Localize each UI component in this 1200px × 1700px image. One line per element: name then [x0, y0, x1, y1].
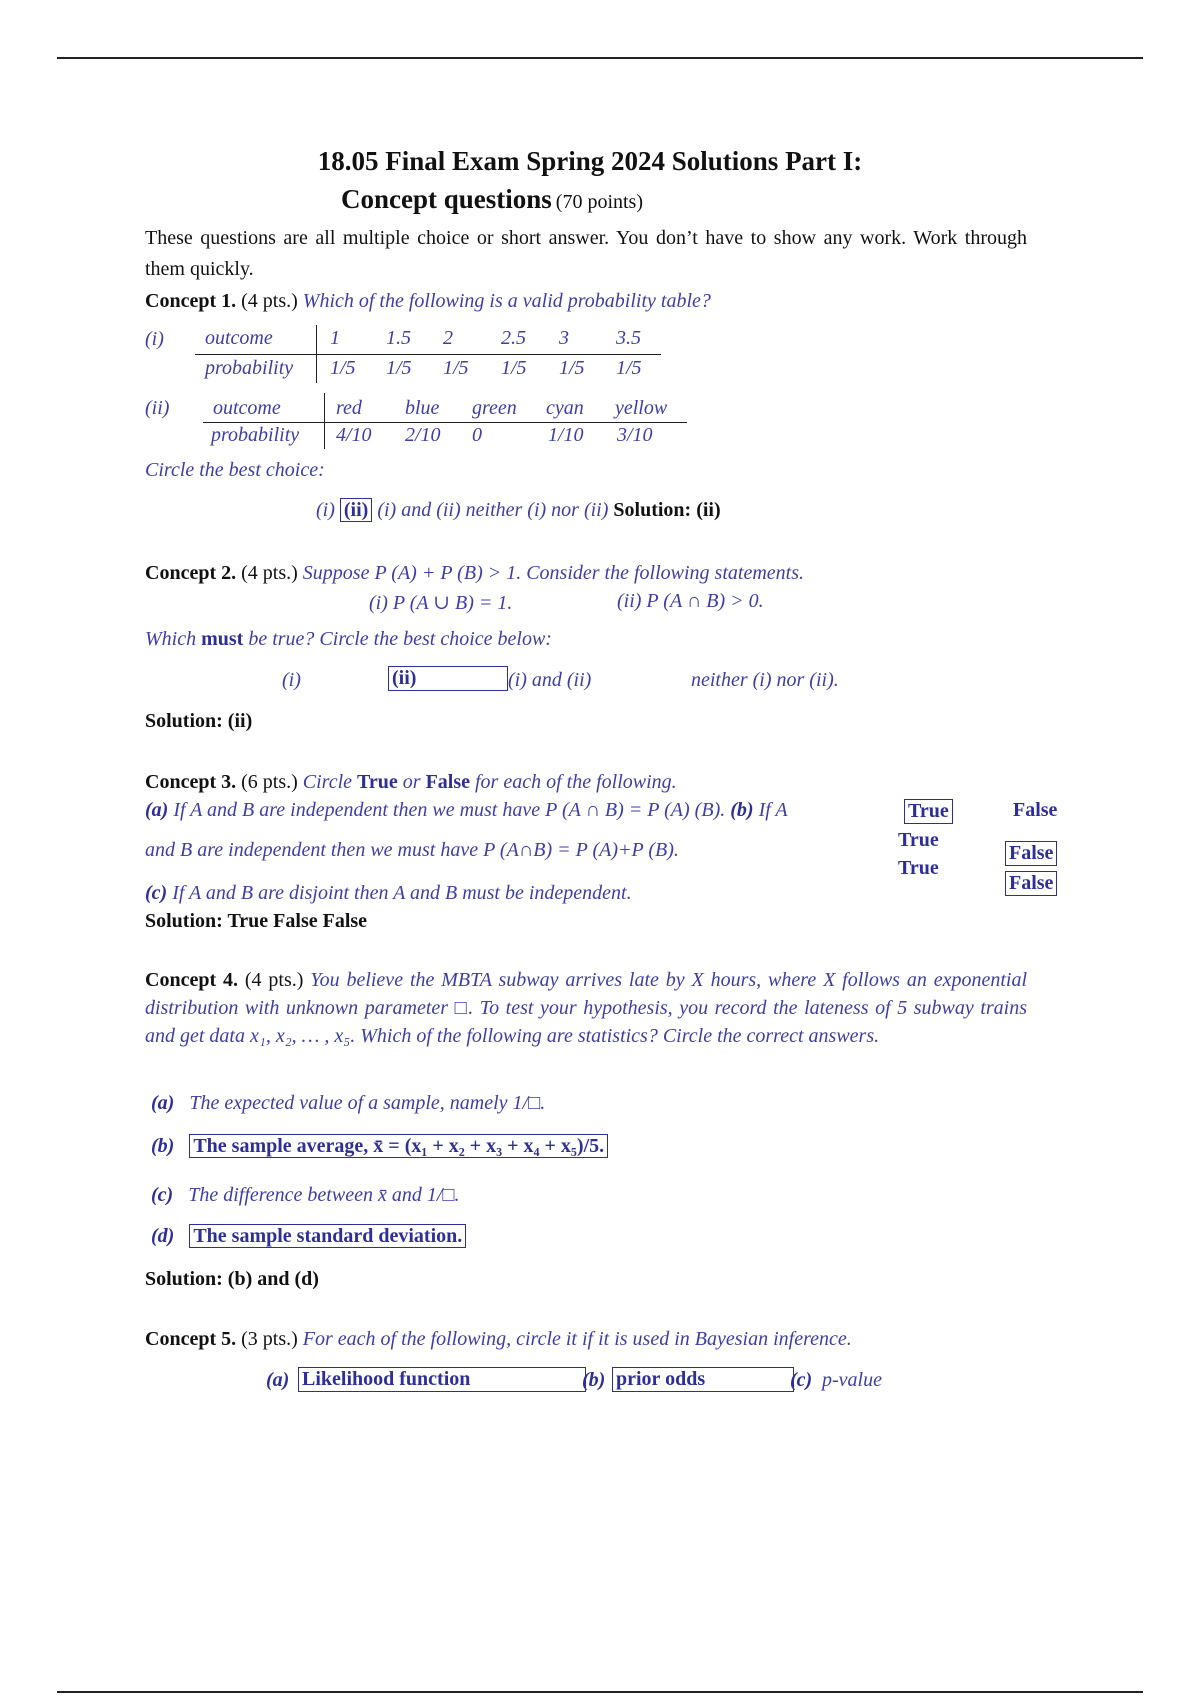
concept-3-heading: Concept 3. (6 pts.) Circle True or False for each of the following.: [145, 771, 677, 793]
concept-3-solution: Solution: True False False: [145, 910, 368, 932]
table-i-outcome-header: outcome: [205, 327, 273, 349]
option-d-circled: The sample standard deviation.: [189, 1224, 466, 1248]
concept-1-solution: Solution: (ii): [613, 499, 721, 521]
table-cell: 1/5: [616, 357, 642, 379]
table-ii-outcome-header: outcome: [213, 397, 281, 419]
concept-4-solution: Solution: (b) and (d): [145, 1268, 319, 1290]
table-cell: 3/10: [617, 424, 653, 446]
concept-2-solution: Solution: (ii): [145, 710, 253, 732]
concept-5-p-value[interactable]: p-value: [822, 1369, 882, 1391]
concept-4-option-a[interactable]: (a) The expected value of a sample, namely 1/□.: [151, 1092, 546, 1114]
page-title: 18.05 Final Exam Spring 2024 Solutions Part I:: [317, 146, 863, 176]
table-cell: cyan: [546, 397, 584, 419]
top-rule: [57, 57, 1143, 59]
choice-neither[interactable]: neither (i) nor (ii): [465, 499, 609, 521]
table-ii-tag: (ii): [145, 397, 170, 419]
table-cell: 1.5: [386, 327, 411, 349]
option-b-circled: The sample average, x̄ = (x₁ + x₂ + x₃ + x₄ + x₅)/5.: [189, 1134, 608, 1158]
table-cell: 0: [472, 424, 482, 446]
concept-4-option-c[interactable]: (c) The difference between x̄ and 1/□.: [151, 1184, 460, 1206]
concept-5-heading: Concept 5. (3 pts.) For each of the following, circle it if it is used in Bayesian inference.: [145, 1328, 852, 1350]
concept-3-part-b: and B are independent then we must have P (A∩B) = P (A)+P (B).: [145, 839, 679, 861]
choice-ii-circled[interactable]: (ii): [340, 498, 372, 522]
part-a-true-circled[interactable]: True: [904, 799, 953, 824]
table-cell: 2/10: [405, 424, 441, 446]
table-i-rule: [195, 354, 661, 355]
choice-i[interactable]: (i): [316, 499, 335, 521]
concept-4-option-d[interactable]: (d) The sample standard deviation.: [151, 1225, 466, 1248]
concept-1-prompt: Circle the best choice:: [145, 459, 325, 481]
table-cell: 1/5: [386, 357, 412, 379]
concept-1-choices: [316, 499, 721, 522]
table-cell: 1/10: [548, 424, 584, 446]
table-i-probability-header: probability: [205, 357, 294, 379]
table-cell: 2.5: [501, 327, 526, 349]
concept-3-part-c: (c) If A and B are disjoint then A and B must be independent.: [145, 882, 632, 904]
table-i-tag: (i): [145, 328, 164, 350]
concept-2-statement-i: (i) P (A ∪ B) = 1.: [369, 592, 513, 614]
concept-4-option-b[interactable]: (b) The sample average, x̄ = (x₁ + x₂ + x₃ + x₄ + x₅)/5.: [151, 1135, 608, 1158]
concept-2-statement-ii: (ii) P (A ∩ B) > 0.: [617, 590, 764, 612]
intro-text: These questions are all multiple choice or short answer. You don’t have to show any work. Work through them quickly.: [145, 227, 1027, 280]
table-cell: 2: [443, 327, 453, 349]
table-cell: 3.5: [616, 327, 641, 349]
concept-5-tag-a: (a): [266, 1369, 290, 1391]
table-i-divider: [316, 325, 317, 383]
bottom-rule: [57, 1691, 1143, 1693]
table-cell: green: [472, 397, 517, 419]
page-subtitle: Concept questions (70 points): [341, 184, 643, 214]
choice-i-and-ii[interactable]: (i) and (ii): [377, 499, 461, 521]
concept-2-heading: Concept 2. (4 pts.) Suppose P (A) + P (B) > 1. Consider the following statements.: [145, 562, 804, 584]
table-cell: 4/10: [336, 424, 372, 446]
part-b-false-circled[interactable]: False: [1005, 841, 1057, 866]
table-cell: 1/5: [443, 357, 469, 379]
concept-5-prior-odds-circled[interactable]: prior odds: [612, 1367, 794, 1392]
table-ii-divider: [324, 393, 325, 449]
table-cell: 3: [559, 327, 569, 349]
part-c-true[interactable]: True: [898, 857, 939, 879]
concept-2-choice-ii-circled[interactable]: (ii): [388, 666, 508, 691]
table-cell: 1/5: [330, 357, 356, 379]
table-cell: 1/5: [501, 357, 527, 379]
concept-5-likelihood-circled[interactable]: Likelihood function: [298, 1367, 586, 1392]
table-ii-probability-header: probability: [211, 424, 300, 446]
concept-1-heading: Concept 1. (4 pts.) Which of the following is a valid probability table?: [145, 290, 711, 312]
concept-4-heading: Concept 4. (4 pts.) You believe the MBTA subway arrives late by X hours, where X follows an exponential distribution with unknown parameter □. To test your hypothesis, you record the lateness of 5 subway trains and get data x₁, x₂, … , x₅. Which of the following are statistics? Circle the correct answers.: [145, 969, 1027, 1047]
concept-5-tag-b: (b): [582, 1369, 606, 1391]
table-cell: 1: [330, 327, 340, 349]
table-cell: yellow: [615, 397, 668, 419]
concept-2-choice-neither[interactable]: neither (i) nor (ii).: [691, 669, 839, 691]
concept-2-choice-i-and-ii[interactable]: (i) and (ii): [508, 669, 592, 691]
concept-5-tag-c: (c): [790, 1369, 813, 1391]
table-cell: blue: [405, 397, 440, 419]
concept-3-part-a: (a) If A and B are independent then we must have P (A ∩ B) = P (A) (B). (b) If A: [145, 799, 788, 821]
part-b-true[interactable]: True: [898, 829, 939, 851]
table-cell: red: [336, 397, 362, 419]
part-a-false[interactable]: False: [1013, 799, 1058, 821]
table-ii-rule: [203, 422, 687, 423]
concept-2-prompt: Which must be true? Circle the best choice below:: [145, 628, 552, 650]
table-cell: 1/5: [559, 357, 585, 379]
part-c-false-circled[interactable]: False: [1005, 871, 1057, 896]
concept-2-choice-i[interactable]: (i): [282, 669, 301, 691]
